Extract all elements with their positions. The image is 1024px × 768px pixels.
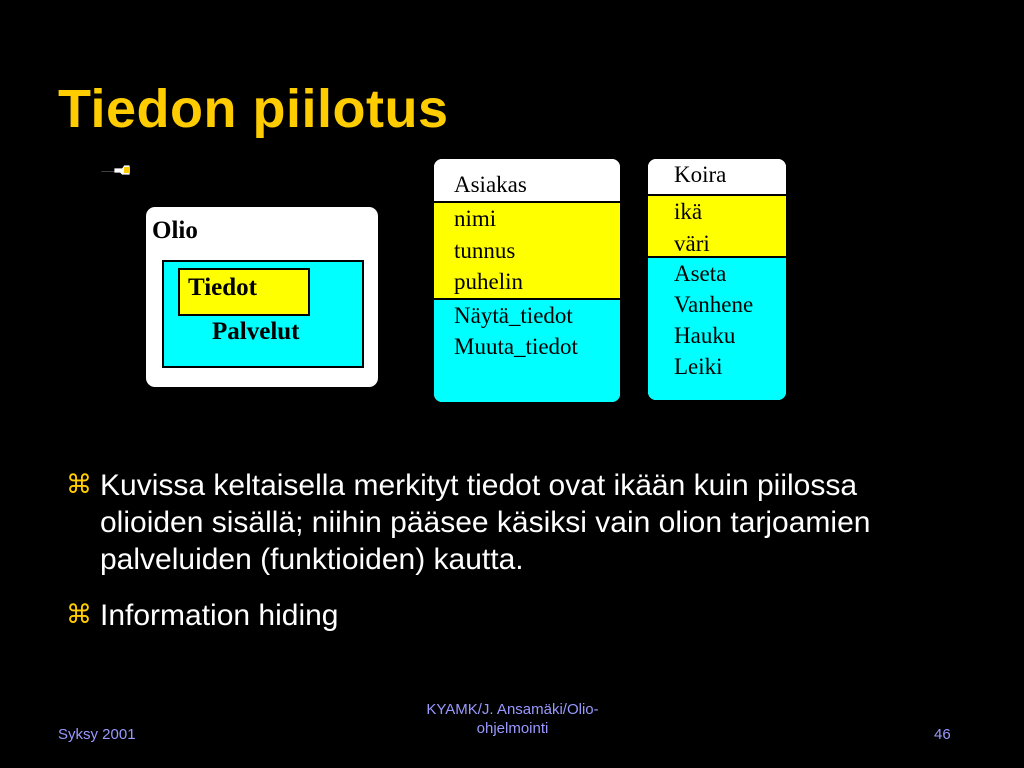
class-name-section <box>434 159 620 203</box>
object-inner-box <box>162 260 364 368</box>
object-services-label: Palvelut <box>212 318 300 345</box>
class-operation: Muuta_tiedot <box>454 334 578 359</box>
footer-author-line1: KYAMK/J. Ansamäki/Olio- <box>426 701 599 718</box>
class-name: Asiakas <box>454 172 527 197</box>
footer-author-line2: ohjelmointi <box>476 720 549 737</box>
class-operations-section <box>648 258 786 400</box>
class-attribute: ikä <box>674 199 703 224</box>
class-operations-section <box>434 300 620 402</box>
class-box-asiakas <box>432 157 622 404</box>
class-attribute: puhelin <box>454 269 523 294</box>
class-operation: Aseta <box>674 261 727 286</box>
footer-date: Syksy 2001 <box>58 726 136 743</box>
bullet-item <box>66 467 926 578</box>
class-name: Koira <box>674 162 727 187</box>
bullet-list <box>66 467 926 653</box>
class-name-section <box>648 159 786 196</box>
object-label: Olio <box>152 217 198 244</box>
z-bullet-icon: ⌘ <box>66 470 92 500</box>
object-data-box: Tiedot <box>178 268 310 316</box>
footer-author <box>365 700 660 738</box>
class-box-koira <box>646 157 788 402</box>
slide-title: Tiedon piilotus <box>58 79 449 139</box>
class-operation: Vanhene <box>674 292 754 317</box>
class-attribute: tunnus <box>454 237 516 263</box>
class-attributes-section <box>434 203 620 300</box>
bullet-text: Information hiding <box>100 599 339 632</box>
z-bullet-icon: ⌘ <box>66 600 92 630</box>
class-attributes-section <box>648 196 786 258</box>
bullet-text: Kuvissa keltaisella merkityt tiedot ovat ikään kuin piilossa olioiden sisällä; niihin pääsee käsiksi vain olion tarjoamien palveluiden (funktioiden) kautta. <box>100 469 871 576</box>
bullet-item <box>66 597 926 634</box>
class-operation: Leiki <box>674 354 723 379</box>
pointing-hand-icon <box>100 162 134 178</box>
class-operation: Hauku <box>674 323 736 348</box>
object-diagram <box>146 207 378 387</box>
class-attribute: väri <box>674 230 710 256</box>
class-attribute: nimi <box>454 206 497 231</box>
class-operation: Näytä_tiedot <box>454 303 573 328</box>
page-number: 46 <box>934 726 951 743</box>
